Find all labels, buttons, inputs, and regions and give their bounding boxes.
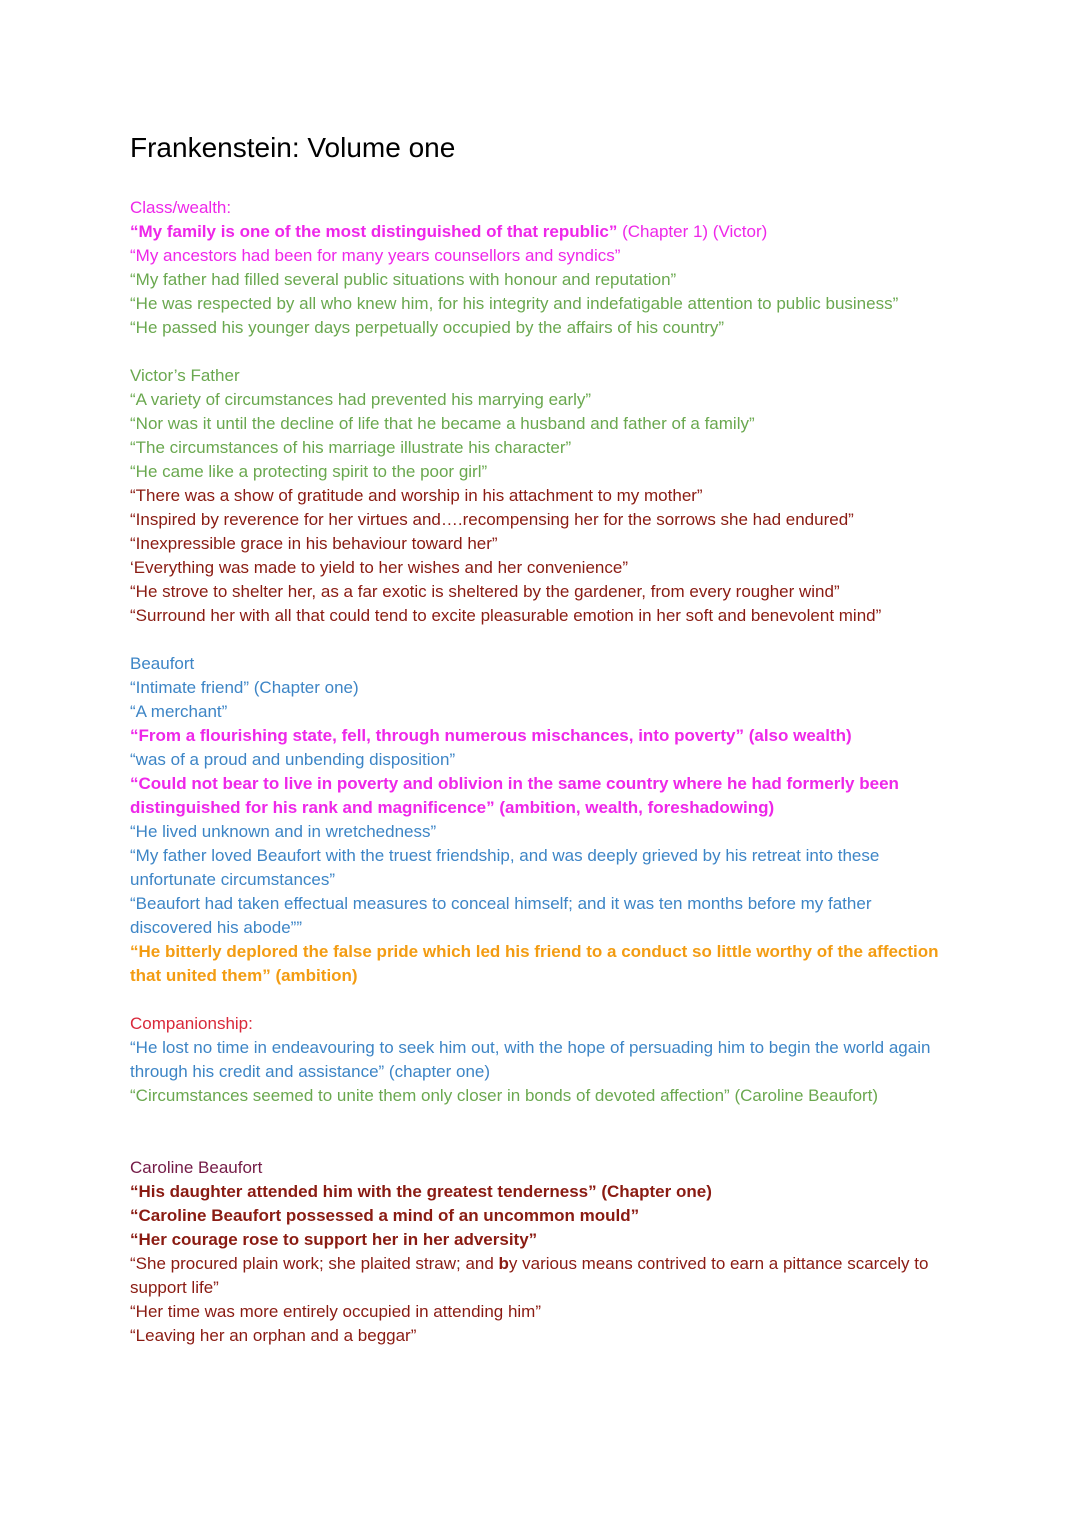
quote-line: “Nor was it until the decline of life that he became a husband and father of a family” xyxy=(130,414,755,433)
quote-line: “He bitterly deplored the false pride which led his friend to a conduct so little worthy of the affection that united them” (ambition) xyxy=(130,942,939,985)
quote-line: “A merchant” xyxy=(130,702,228,721)
quote-text: “My family is one of the most distinguished of that republic” xyxy=(130,222,618,241)
quote-line: “Intimate friend” (Chapter one) xyxy=(130,678,359,697)
section-companionship xyxy=(130,1012,950,1108)
quote-line: “My father had filled several public situations with honour and reputation” xyxy=(130,270,677,289)
section-caroline-beaufort xyxy=(130,1156,950,1348)
quote-line: “Beaufort had taken effectual measures to conceal himself; and it was ten months before my father discovered his abode”” xyxy=(130,894,872,937)
quote-line: “He lived unknown and in wretchedness” xyxy=(130,822,437,841)
quote-line: “He was respected by all who knew him, for his integrity and indefatigable attention to public business” xyxy=(130,294,899,313)
document-title: Frankenstein: Volume one xyxy=(130,132,456,163)
quote-text-bold-letter: b xyxy=(498,1254,509,1273)
quote-line: “My father loved Beaufort with the truest friendship, and was deeply grieved by his retreat into these unfortunate circumstances” xyxy=(130,846,880,889)
quote-line: “He passed his younger days perpetually occupied by the affairs of his country” xyxy=(130,318,725,337)
quote-line: “Her courage rose to support her in her adversity” xyxy=(130,1230,538,1249)
quote-line: “Surround her with all that could tend to excite pleasurable emotion in her soft and benevolent mind” xyxy=(130,606,882,625)
quote-line: “He lost no time in endeavouring to seek him out, with the hope of persuading him to begin the world again through his credit and assistance” (chapter one) xyxy=(130,1038,931,1081)
quote-line: “The circumstances of his marriage illustrate his character” xyxy=(130,438,572,457)
quote-line: “Inexpressible grace in his behaviour toward her” xyxy=(130,534,498,553)
section-heading-class-wealth: Class/wealth: xyxy=(130,198,232,217)
quote-line: “His daughter attended him with the greatest tenderness” (Chapter one) xyxy=(130,1182,712,1201)
quote-line: “There was a show of gratitude and worship in his attachment to my mother” xyxy=(130,486,703,505)
quote-line: “From a flourishing state, fell, through numerous mischances, into poverty” (also wealth) xyxy=(130,726,852,745)
section-class-wealth xyxy=(130,196,950,340)
quote-line: “Circumstances seemed to unite them only closer in bonds of devoted affection” (Caroline Beaufort) xyxy=(130,1086,879,1105)
quote-line: “Caroline Beaufort possessed a mind of an uncommon mould” xyxy=(130,1206,640,1225)
quote-line: “He came like a protecting spirit to the poor girl” xyxy=(130,462,488,481)
quote-line: ‘Everything was made to yield to her wishes and her convenience” xyxy=(130,558,628,577)
section-heading-companionship: Companionship: xyxy=(130,1014,253,1033)
section-victors-father xyxy=(130,364,950,628)
quote-line: “A variety of circumstances had prevented his marrying early” xyxy=(130,390,592,409)
quote-text: “She procured plain work; she plaited straw; and xyxy=(130,1254,499,1273)
section-beaufort xyxy=(130,652,950,988)
document-page xyxy=(130,128,950,1372)
quote-line: “He strove to shelter her, as a far exotic is sheltered by the gardener, from every rougher wind” xyxy=(130,582,840,601)
section-heading-beaufort: Beaufort xyxy=(130,654,195,673)
quote-text: y various means contrived to earn a pittance scarcely to support life” xyxy=(130,1254,929,1297)
quote-line xyxy=(130,220,950,244)
quote-note: (Chapter 1) (Victor) xyxy=(617,222,768,241)
quote-line: “Inspired by reverence for her virtues and….recompensing her for the sorrows she had endured” xyxy=(130,510,854,529)
quote-line: “Could not bear to live in poverty and oblivion in the same country where he had formerly been distinguished for his rank and magnificence” (ambition, wealth, foreshadowing) xyxy=(130,774,899,817)
quote-line: “Leaving her an orphan and a beggar” xyxy=(130,1326,417,1345)
quote-line: “My ancestors had been for many years counsellors and syndics” xyxy=(130,246,621,265)
quote-line: “Her time was more entirely occupied in attending him” xyxy=(130,1302,542,1321)
section-heading-caroline-beaufort: Caroline Beaufort xyxy=(130,1158,263,1177)
quote-line xyxy=(130,1252,950,1300)
section-heading-victors-father: Victor’s Father xyxy=(130,366,240,385)
quote-line: “was of a proud and unbending disposition” xyxy=(130,750,456,769)
